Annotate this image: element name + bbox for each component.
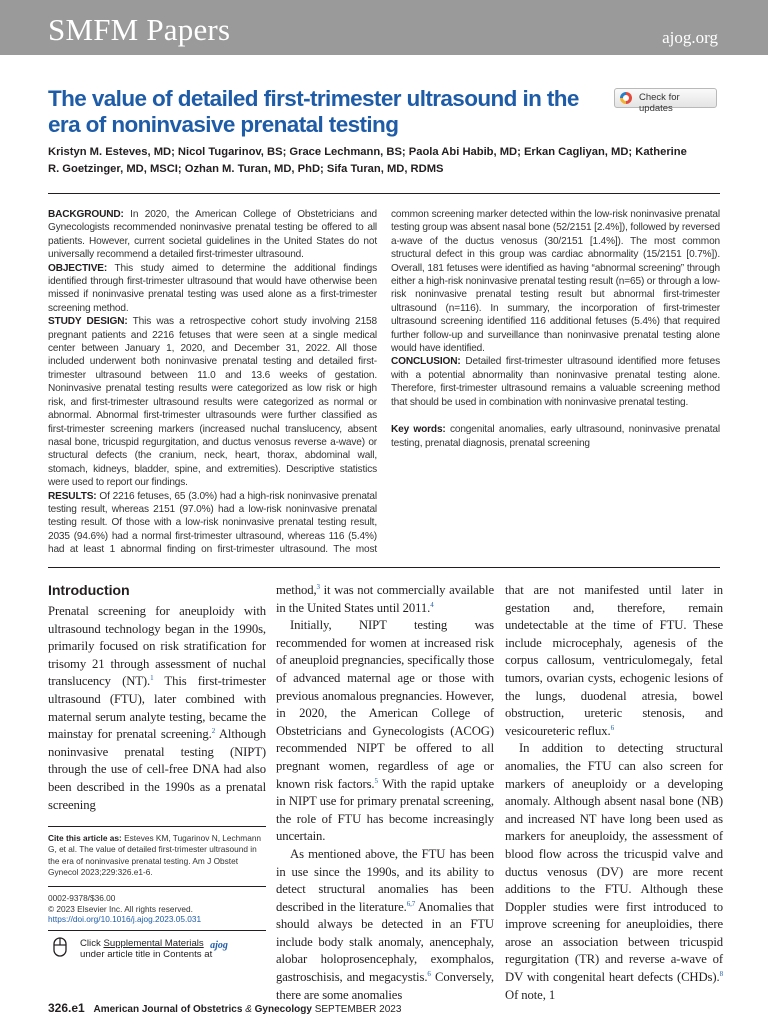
issn: 0002-9378/$36.00 [48,893,116,903]
reference-link[interactable]: 2 [211,726,216,735]
check-for-updates-label: Check for updates [639,92,680,114]
intro-paragraph-4: In addition to detecting structural anomalies, the FTU can also screen for markers of aneuploidy or a developing anomaly. Although absent nasal bone (NB) and increased NT have long been used as markers for aneuploidy, the assessment of blood flow across the tricuspid valve and ductus venosus (DV) are more recent additions to the FTU. Although these Doppler studies were first introduced to improve screening for aneuploidies, there arose an association between tricuspid regurgitation (TR) and reverse a-wave of DV with congenital heart defects (CHDs).$^8$ Of note, 1 [505,741,723,1002]
intro-paragraph-3-cont: that are not manifested until later in gestation and, therefore, remain undetectable at the time of FTU. These include microcephaly, agenesis of the corpus callosum, ventriculomegaly, fetal tumors, ovarian cysts, echogenic lesions of the lungs, duodenal atresia, bowel obstruction, ureteric stenosis, and vesicoureteric reflux.$^6$ [505,583,723,738]
body-column-3 [505,582,723,1004]
copyright-notice: © 2023 Elsevier Inc. All rights reserved. [48,903,193,914]
citation-label: Cite this article as: [48,833,122,843]
reference-link[interactable]: 6 [610,723,614,732]
author-list: Kristyn M. Esteves, MD; Nicol Tugarinov, BS; Grace Lechmann, BS; Paola Abi Habib, MD; Erkan Cagliyan, MD; Katherine R. Goetzinger, MD, MSCI; Ozhan M. Turan, MD, PhD; Sifa Turan, MD, RDMS [48,146,687,175]
journal-name-2: Gynecology [254,1004,312,1015]
ajog-logo: ajog [210,940,228,951]
crossmark-icon [620,92,632,104]
background-text: In 2020, the American College of Obstetricians and Gynecologists recommended noninvasive prenatal testing be offered to all patients. However, current societal guidelines in the United States do not universally recommend a detailed first-trimester ultrasound. [48,209,377,261]
study-design-label: STUDY DESIGN: [48,316,128,328]
intro-paragraph-1-cont: method,$^3$ it was not commercially available in the United States until 2011.$^4$ [276,582,494,615]
reference-link[interactable]: 6,7 [406,899,416,908]
supplemental-text: Click Supplemental Materials under article title in Contents at [80,938,213,960]
citation-box [48,826,266,879]
body-column-1 [48,582,266,814]
keywords-label: Key words: [391,424,446,436]
objective-label: OBJECTIVE: [48,262,108,274]
abstract [48,208,720,560]
journal-name: American Journal of Obstetrics [93,1004,243,1015]
reference-link[interactable]: 1 [150,674,154,683]
journal-ampersand: & [245,1004,252,1015]
intro-paragraph-2: Initially, NIPT testing was recommended for women at increased risk of aneuploid pregnancies, specifically those of advanced maternal age or those with previous anomalous pregnancies. However, in 2020, the American College of Obstetricians and Gynecologists (ACOG) recommended NIPT be offered to all pregnant women, regardless of age or known risk factors.$^5$ With the rapid uptake in NIPT use for primary prenatal screening, the role of FTU has become increasingly uncertain. [276,618,494,844]
reference-link[interactable]: 8 [719,969,723,978]
background-label: BACKGROUND: [48,209,124,220]
citation-text: Esteves KM, Tugarinov N, Lechmann G, et al. The value of detailed first-trimester ultrasound in the era of noninvasive prenatal testing. Am J Obstet Gynecol 2023;229:326.e1-6. [48,833,262,878]
article-title: The value of detailed first-trimester ultrasound in the era of noninvasive prenatal testing [48,86,579,137]
supplemental-materials-box [48,930,266,961]
divider [48,567,720,568]
keywords-text: congenital anomalies, early ultrasound, noninvasive prenatal testing, prenatal diagnosis, prenatal screening [391,424,720,449]
series-banner [0,0,768,55]
objective-text: This study aimed to determine the additional findings identified through first-trimester ultrasound that would have otherwise been missed if noninvasive prenatal testing was used alone as a first-trimester screening method. [48,262,377,314]
divider [48,193,720,194]
doi-link[interactable]: https://doi.org/10.1016/j.ajog.2023.05.031 [48,914,202,924]
body-column-2 [276,582,494,1004]
page-number: 326.e1 [48,1001,85,1015]
page-footer [48,1001,401,1015]
conclusion-text: Detailed first-trimester ultrasound identified more fetuses with a potential abnormality than noninvasive prenatal testing alone. Therefore, first-trimester ultrasound remains a valuable screening method that should be used in combination with noninvasive prenatal testing. [391,356,720,408]
results-text: Of 2216 fetuses, 65 (3.0%) had a high-risk noninvasive prenatal testing result, whereas 2151 (97.0%) had a low-risk noninvasive prenatal testing result. Of those with a low-risk noninvasive prenatal testing result, 2035 (94.6%) had a normal first-trimester ultrasound, whereas 116 (5.4%) had at least 1 abnormal finding on first-trimester ultrasound. The most common screening marker detected within the low-risk noninvasive prenatal testing group was absent nasal bone (52/2151 [2.4%]), followed by reversed a-wave of the ductus venosus (30/2151 [1.4%]). The most common structural defect in this group was cardiac abnormality (15/2151 [0.7%]). Overall, 181 fetuses were identified as having “abnormal screening” through either a high-risk noninvasive prenatal testing result (n=65) or through a low-risk noninvasive prenatal testing result but abnormal first-trimester ultrasound (n=116). In summary, the incorporation of first-trimester ultrasound screening identified 116 additional fetuses (5.4%) that required further follow-up and surveillance than noninvasive prenatal testing alone would have identified. [48,209,720,556]
journal-site-link[interactable]: ajog.org [662,28,718,47]
check-for-updates-button[interactable] [614,88,717,114]
reference-link[interactable]: 3 [316,582,320,591]
mouse-icon [52,937,68,957]
conclusion-label: CONCLUSION: [391,356,461,368]
series-title: SMFM Papers [48,12,231,47]
supplemental-materials-link[interactable]: Supplemental Materials [103,938,204,949]
issue-date: SEPTEMBER 2023 [314,1004,402,1015]
reference-link[interactable]: 5 [374,776,378,785]
introduction-heading: Introduction [48,583,130,599]
reference-link[interactable]: 6 [427,969,431,978]
results-label: RESULTS: [48,490,97,502]
reference-link[interactable]: 4 [430,600,434,609]
study-design-text: This was a retrospective cohort study involving 2158 pregnant patients and 2216 fetuses that were seen at a single medical center between January 1, 2020, and December 31, 2022. All those included underwent both noninvasive prenatal testing and detailed first-trimester ultrasound between 11.0 and 13.6 weeks of gestation. Noninvasive prenatal testing results were categorized as low risk or high risk, and first-trimester ultrasound results were categorized as normal or abnormal. Abnormal first-trimester ultrasounds were further classified as first-trimester screening markers (increased nuchal translucency, absent nasal bone, tricuspid regurgitation, and ductus venosus reverse a-wave) or structural defects (the cranium, neck, heart, thorax, abdominal wall, stomach, kidneys, bladder, spine, and extremities). Descriptive statistics were used to report our findings. [48,316,377,489]
copyright-box [48,886,266,925]
intro-paragraph-1: Prenatal screening for aneuploidy with ultrasound technology began in the 1990s, primarily focused on risk stratification for trisomy 21 through assessment of nuchal translucency (NT).$^1$ This first-trimester ultrasound (FTU), later combined with maternal serum analyte testing, became the mainstay for prenatal screening.$^2$ Although noninvasive prenatal testing (NIPT) through the use of cell-free DNA had also been described in the 1990s as a prenatal screening [48,604,266,812]
intro-paragraph-3: As mentioned above, the FTU has been in use since the 1990s, and its ability to detect structural anomalies has been described in the literature.$^{6,7}$ Anomalies that should always be detected in an FTU include body stalk anomaly, anencephaly, alobar holoprosencephaly, exomphalos, gastroschisis, and megacystis.$^6$ Conversely, there are some anomalies [276,846,495,1002]
